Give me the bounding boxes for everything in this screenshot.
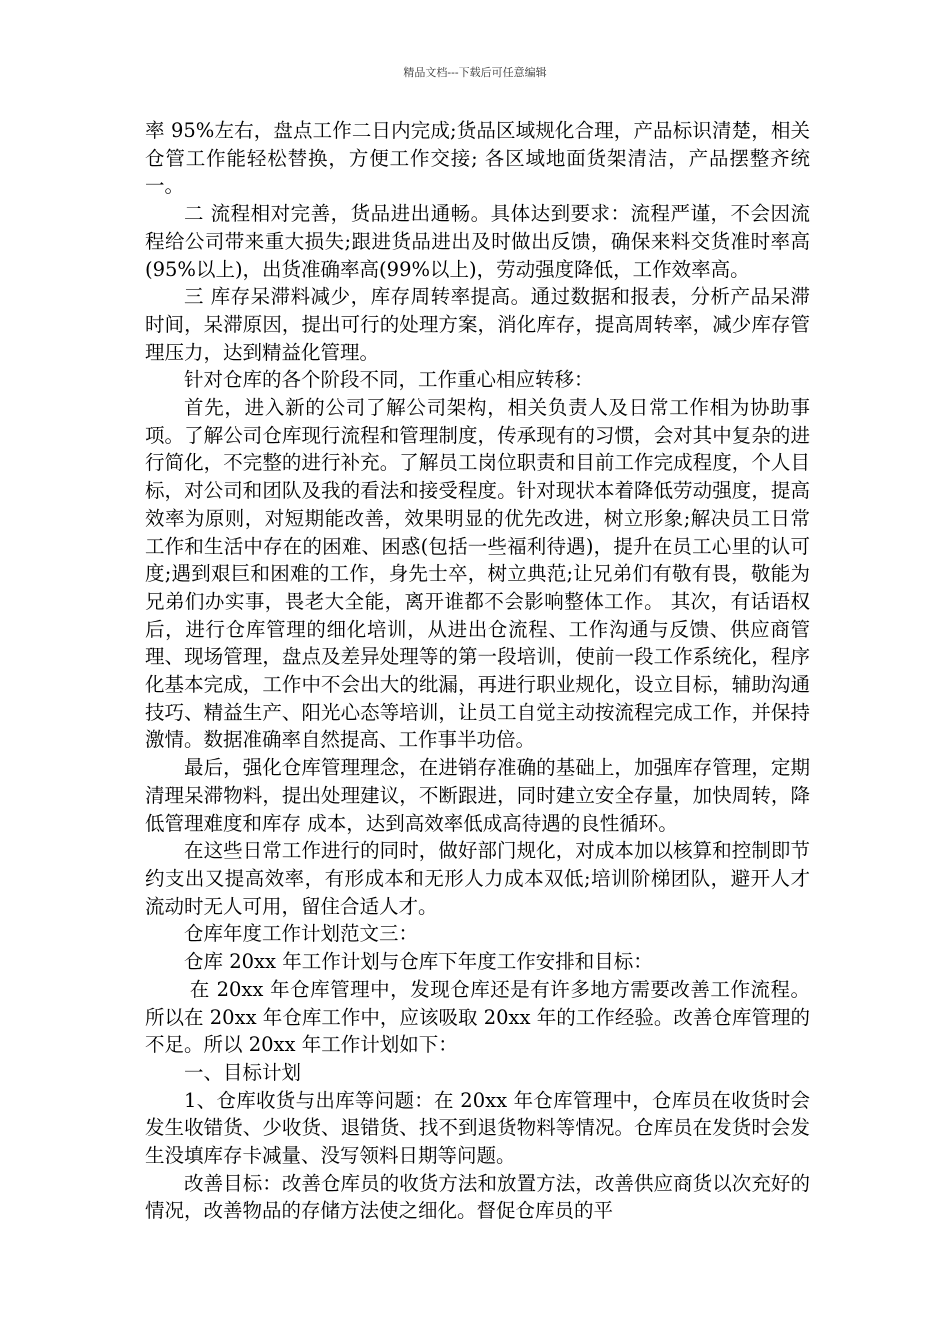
section-heading: 仓库年度工作计划范文三： xyxy=(184,922,419,946)
paragraph: 仓库 20xx 年工作计划与仓库下年度工作安排和目标： xyxy=(184,950,653,974)
section-heading: 一、目标计划 xyxy=(184,1060,302,1084)
paragraph: 在 20xx 年仓库管理中，发现仓库还是有许多地方需要改善工作流程。所以在 20xx 年仓库工作中，应该吸取 20xx 年的工作经验。改善仓库管理的不足。所以 20xx 年工作计划如下： xyxy=(145,977,810,1057)
page-header: 精品文档---下载后可任意编辑 xyxy=(403,66,547,79)
paragraph: 改善目标：改善仓库员的收货方法和放置方法，改善供应商货以次充好的情况，改善物品的存储方法使之细化。督促仓库员的平 xyxy=(145,1171,810,1223)
paragraph: 首先，进入新的公司了解公司架构，相关负责人及日常工作相为协助事项。了解公司仓库现行流程和管理制度，传承现有的习惯，会对其中复杂的进行简化，不完整的进行补充。了解员工岗位职责和目前工作完成程度，个人目标，对公司和团队及我的看法和接受程度。针对现状本着降低劳动强度，提高效率为原则，对短期能改善，效果明显的优先改进，树立形象;解决员工日常工作和生活中存在的困难、困惑(包括一些福利待遇)，提升在员工心里的认可度;遇到艰巨和困难的工作，身先士卒，树立典范;让兄弟们有敬有畏，敬能为兄弟们办实事，畏老大全能，离开谁都不会影响整体工作。 其次，有话语权后，进行仓库管理的细化培训，从进出仓流程、工作沟通与反馈、供应商管理、现场管理，盘点及差异处理等的第一段培训，使前一段工作系统化，程序化基本完成，工作中不会出大的纰漏，再进行职业规化，设立目标，辅助沟通技巧、精益生产、阳光心态等培训，让员工自觉主动按流程完成工作，并保持激情。数据准确率自然提高、工作事半功倍。 xyxy=(145,396,810,752)
paragraph: 二 流程相对完善，货品进出通畅。具体达到要求：流程严谨，不会因流程给公司带来重大损失;跟进货品进出及时做出反馈，确保来料交货准时率高(95%以上)，出货准确率高(99%以上)，劳动强度降低，工作效率高。 xyxy=(145,202,810,281)
paragraph: 针对仓库的各个阶段不同，工作重心相应转移： xyxy=(184,368,594,392)
paragraph: 在这些日常工作进行的同时，做好部门规化，对成本加以核算和控制即节约支出又提高效率，有形成本和无形人力成本双低;培训阶梯团队，避开人才流动时无人可用，留住合适人才。 xyxy=(145,839,810,918)
paragraph: 率 95%左右，盘点工作二日内完成;货品区域规化合理，产品标识清楚，相关仓管工作能轻松替换，方便工作交接; 各区域地面货架清洁，产品摆整齐统一。 xyxy=(145,119,810,198)
paragraph: 1、仓库收货与出库等问题：在 20xx 年仓库管理中，仓库员在收货时会发生收错货、少收货、退错货、找不到退货物料等情况。仓库员在发货时会发生没填库存卡减量、没写领料日期等问题。 xyxy=(145,1088,810,1168)
paragraph: 最后，强化仓库管理理念，在进销存准确的基础上，加强库存管理，定期清理呆滞物料，提出处理建议，不断跟进，同时建立安全存量，加快周转，降低管理难度和库存 成本，达到高效率低成高待遇的良性循环。 xyxy=(145,756,810,835)
paragraph: 三 库存呆滞料减少，库存周转率提高。通过数据和报表，分析产品呆滞时间，呆滞原因，提出可行的处理方案，消化库存，提高周转率，减少库存管理压力，达到精益化管理。 xyxy=(145,285,810,364)
document-body xyxy=(145,117,810,1225)
